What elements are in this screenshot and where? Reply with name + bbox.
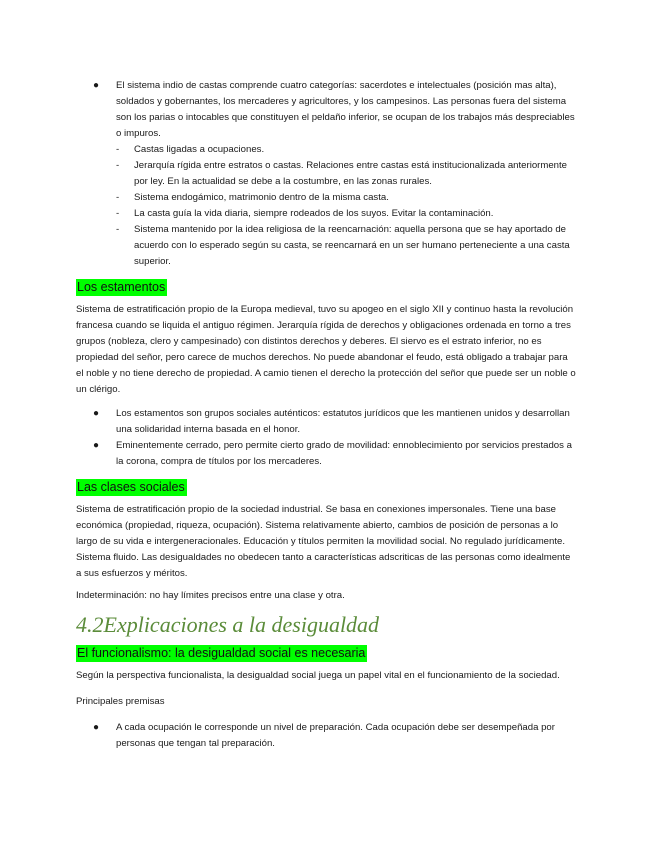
funcionalismo-paragraph: Según la perspectiva funcionalista, la desigualdad social juega un papel vital en el funcionamiento de la sociedad.: [76, 670, 560, 681]
dash-icon: -: [116, 144, 120, 155]
estamentos-heading: Los estamentos: [77, 280, 166, 294]
sub-list-item: [76, 142, 577, 158]
bullet-text: Los estamentos son grupos sociales auténticos: estatutos jurídicos que les mantienen unidos y desarrollan una solidaridad interna basada en el honor.: [116, 408, 570, 435]
dash-icon: -: [116, 192, 120, 203]
section-title: 4.2Explicaciones a la desigualdad: [76, 612, 380, 637]
bullet-icon: ●: [93, 408, 100, 419]
clases-heading: Las clases sociales: [77, 480, 185, 494]
sub-list-item: [76, 158, 577, 190]
premisas-label: Principales premisas: [76, 696, 165, 707]
castas-bullet-text: El sistema indio de castas comprende cuatro categorías: sacerdotes e intelectuales (posición mas alta), soldados y gobernantes, los mercaderes y agricultores, y los campesinos. Las personas fuera del sistema son los parias o intocables que constituyen el peldaño inferior, se ocupan de los trabajos más despreciables o impuros.: [116, 80, 575, 139]
bullet-text: Eminentemente cerrado, pero permite cierto grado de movilidad: ennoblecimiento por servicios prestados a la corona, compra de títulos por los mercaderes.: [116, 440, 572, 467]
sub-item-text: Castas ligadas a ocupaciones.: [134, 144, 265, 155]
sub-item-text: Sistema endogámico, matrimonio dentro de la misma casta.: [134, 192, 389, 203]
funcionalismo-heading: El funcionalismo: la desigualdad social es necesaria: [77, 646, 366, 660]
list-item: [76, 720, 577, 752]
dash-icon: -: [116, 224, 120, 235]
list-item: [76, 438, 577, 470]
bullet-icon: ●: [93, 440, 100, 451]
bullet-text: A cada ocupación le corresponde un nivel de preparación. Cada ocupación debe ser desempeñada por personas que tengan tal preparación.: [116, 722, 555, 749]
dash-icon: -: [116, 160, 120, 171]
sub-item-text: Sistema mantenido por la idea religiosa de la reencarnación: aquella persona que se hay aportado de acuerdo con lo esperado según su casta, se reencarnará en un ser humano perteneciente a una casta superior.: [134, 224, 570, 267]
bullet-icon: ●: [93, 80, 100, 91]
sub-list-item: [76, 206, 577, 222]
sub-list-item: [76, 190, 577, 206]
sub-item-text: La casta guía la vida diaria, siempre rodeados de los suyos. Evitar la contaminación.: [134, 208, 494, 219]
bullet-icon: ●: [93, 722, 100, 733]
sub-item-text: Jerarquía rígida entre estratos o castas. Relaciones entre castas está institucionalizada anteriormente por ley. En la actualidad se debe a la costumbre, en las zonas rurales.: [134, 160, 568, 187]
clases-paragraph: Sistema de estratificación propio de la sociedad industrial. Se basa en conexiones impersonales. Tiene una base económica (propiedad, riqueza, ocupación). Sistema relativamente abierto, cambios de posición de personas a lo largo de su vida e intergeneracionales. Educación y títulos permiten la movilidad social. No regulado jurídicamente. Sistema fluido. Las desigualdades no obedecen tanto a características adscriticas de las personas como idealmente a sus esfuerzos y méritos.: [76, 504, 571, 579]
dash-icon: -: [116, 208, 120, 219]
sub-list-item: [76, 222, 577, 270]
list-item: [76, 406, 577, 438]
clases-paragraph-2: Indeterminación: no hay límites precisos entre una clase y otra.: [76, 590, 345, 601]
estamentos-paragraph: Sistema de estratificación propio de la Europa medieval, tuvo su apogeo en el siglo XII y continuo hasta la revolución francesa cuando se liquida el antiguo régimen. Jerarquía rígida de derechos y obligaciones ordenada en torno a tres grupos (nobleza, clero y campesinado) con distintos derechos y deberes. El siervo es el estrato inferior, no es propiedad del señor, pero carece de muchos derechos. No puede abandonar el feudo, está obligado a trabajar para el noble y no tiene derecho de propiedad. A camio tienen el derecho la protección del señor que puede ser un noble o un clérigo.: [76, 304, 576, 395]
list-item: [76, 78, 577, 142]
